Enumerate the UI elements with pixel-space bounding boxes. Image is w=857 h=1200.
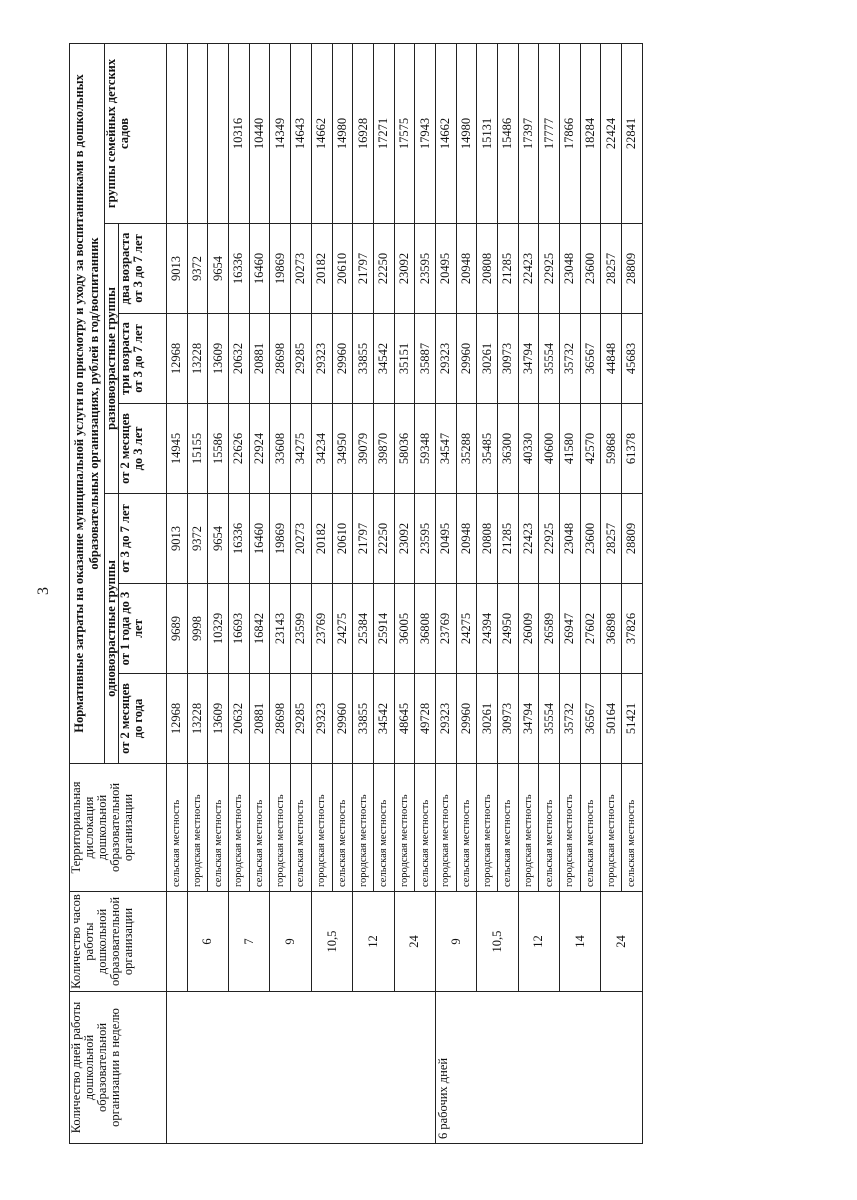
days-cell: [167, 992, 436, 1144]
value-cell: 21797: [353, 494, 374, 584]
value-cell: 23595: [415, 494, 436, 584]
value-cell: 22423: [518, 224, 539, 314]
value-cell: 20182: [311, 494, 332, 584]
value-cell: 33608: [270, 404, 291, 494]
value-cell: 23048: [560, 224, 581, 314]
value-cell: 49728: [415, 674, 436, 764]
hours-cell: 10,5: [477, 892, 518, 992]
value-cell: 29323: [311, 314, 332, 404]
value-cell: 48645: [394, 674, 415, 764]
value-cell: 23048: [560, 494, 581, 584]
table-header: [70, 43, 167, 1143]
header-family-groups: группы семейных детских садов: [105, 43, 167, 223]
value-cell: 14980: [332, 43, 353, 223]
value-cell: 61378: [622, 404, 643, 494]
header-col-2m-3y: от 2 месяцев до 3 лет: [119, 404, 167, 494]
location-cell: сельская местность: [332, 764, 353, 892]
value-cell: 36808: [415, 584, 436, 674]
value-cell: 23769: [311, 584, 332, 674]
location-cell: сельская местность: [456, 764, 477, 892]
hours-cell: 7: [229, 892, 270, 992]
value-cell: 14643: [291, 43, 312, 223]
table-row: [601, 43, 622, 1143]
value-cell: 35554: [539, 674, 560, 764]
table-row: [477, 43, 498, 1143]
value-cell: 24275: [456, 584, 477, 674]
value-cell: 34542: [373, 314, 394, 404]
value-cell: 34542: [373, 674, 394, 764]
value-cell: 14349: [270, 43, 291, 223]
value-cell: 28257: [601, 494, 622, 584]
days-cell: 6 рабочих дней: [435, 992, 642, 1144]
value-cell: 35732: [560, 314, 581, 404]
value-cell: 16460: [249, 494, 270, 584]
value-cell: 42570: [580, 404, 601, 494]
value-cell: 16928: [353, 43, 374, 223]
value-cell: 35288: [456, 404, 477, 494]
hours-cell: 9: [435, 892, 476, 992]
location-cell: городская местность: [601, 764, 622, 892]
value-cell: 22250: [373, 224, 394, 314]
value-cell: 20182: [311, 224, 332, 314]
location-cell: городская местность: [560, 764, 581, 892]
value-cell: 20632: [229, 674, 250, 764]
location-cell: городская местность: [518, 764, 539, 892]
value-cell: 29960: [456, 314, 477, 404]
location-cell: городская местность: [229, 764, 250, 892]
value-cell: 22925: [539, 224, 560, 314]
value-cell: 28809: [622, 224, 643, 314]
value-cell: 10440: [249, 43, 270, 223]
value-cell: 23769: [435, 584, 456, 674]
value-cell: 22924: [249, 404, 270, 494]
value-cell: 20808: [477, 224, 498, 314]
value-cell: 34794: [518, 674, 539, 764]
value-cell: 45683: [622, 314, 643, 404]
header-same-age-groups: одновозрастные группы: [105, 494, 119, 764]
value-cell: 9013: [167, 224, 188, 314]
value-cell: 26947: [560, 584, 581, 674]
value-cell: 29323: [435, 674, 456, 764]
value-cell: 23600: [580, 224, 601, 314]
value-cell: 29323: [311, 674, 332, 764]
value-cell: 44848: [601, 314, 622, 404]
header-col-two-ages: два возраста от 3 до 7 лет: [119, 224, 167, 314]
value-cell: [208, 43, 229, 223]
value-cell: 9998: [187, 584, 208, 674]
value-cell: 39079: [353, 404, 374, 494]
value-cell: 34950: [332, 404, 353, 494]
hours-cell: 24: [394, 892, 435, 992]
value-cell: 34234: [311, 404, 332, 494]
value-cell: 40600: [539, 404, 560, 494]
value-cell: 23599: [291, 584, 312, 674]
value-cell: 36005: [394, 584, 415, 674]
value-cell: 15586: [208, 404, 229, 494]
location-cell: сельская местность: [249, 764, 270, 892]
table-row: [270, 43, 291, 1143]
value-cell: [167, 43, 188, 223]
table-row: [353, 43, 374, 1143]
value-cell: 39870: [373, 404, 394, 494]
value-cell: 19869: [270, 224, 291, 314]
value-cell: 17866: [560, 43, 581, 223]
value-cell: 20610: [332, 494, 353, 584]
hours-cell: 24: [601, 892, 642, 992]
value-cell: 41580: [560, 404, 581, 494]
value-cell: 19869: [270, 494, 291, 584]
value-cell: 13228: [187, 314, 208, 404]
value-cell: 22250: [373, 494, 394, 584]
value-cell: 29960: [332, 674, 353, 764]
value-cell: 28698: [270, 674, 291, 764]
value-cell: 37826: [622, 584, 643, 674]
value-cell: 35887: [415, 314, 436, 404]
hours-cell: 12: [353, 892, 394, 992]
value-cell: 35732: [560, 674, 581, 764]
value-cell: 20495: [435, 494, 456, 584]
value-cell: 35554: [539, 314, 560, 404]
value-cell: 51421: [622, 674, 643, 764]
value-cell: 29285: [291, 674, 312, 764]
value-cell: 40330: [518, 404, 539, 494]
hours-cell: 12: [518, 892, 559, 992]
value-cell: 22423: [518, 494, 539, 584]
value-cell: 17397: [518, 43, 539, 223]
value-cell: 23092: [394, 494, 415, 584]
value-cell: 23143: [270, 584, 291, 674]
hours-cell: [167, 892, 188, 992]
value-cell: 30261: [477, 674, 498, 764]
value-cell: 29960: [332, 314, 353, 404]
hours-cell: 10,5: [311, 892, 352, 992]
value-cell: 20808: [477, 494, 498, 584]
location-cell: сельская местность: [580, 764, 601, 892]
table-body: [167, 43, 643, 1143]
value-cell: 20495: [435, 224, 456, 314]
location-cell: городская местность: [353, 764, 374, 892]
value-cell: 14662: [311, 43, 332, 223]
hours-cell: 14: [560, 892, 601, 992]
header-col-three-ages: три возраста от 3 до 7 лет: [119, 314, 167, 404]
value-cell: 20273: [291, 494, 312, 584]
value-cell: 17777: [539, 43, 560, 223]
value-cell: 9372: [187, 224, 208, 314]
value-cell: 36898: [601, 584, 622, 674]
location-cell: городская местность: [394, 764, 415, 892]
location-cell: городская местность: [187, 764, 208, 892]
value-cell: 36567: [580, 314, 601, 404]
location-cell: сельская местность: [167, 764, 188, 892]
value-cell: 30973: [498, 314, 519, 404]
value-cell: 13609: [208, 314, 229, 404]
value-cell: 23595: [415, 224, 436, 314]
value-cell: 35485: [477, 404, 498, 494]
value-cell: 18284: [580, 43, 601, 223]
value-cell: 22626: [229, 404, 250, 494]
value-cell: 16336: [229, 494, 250, 584]
value-cell: 59868: [601, 404, 622, 494]
value-cell: 28809: [622, 494, 643, 584]
value-cell: 16693: [229, 584, 250, 674]
value-cell: 14980: [456, 43, 477, 223]
value-cell: 9689: [167, 584, 188, 674]
value-cell: 9013: [167, 494, 188, 584]
header-mixed-age-groups: разновозрастные группы: [105, 224, 119, 494]
location-cell: сельская местность: [415, 764, 436, 892]
value-cell: 20948: [456, 224, 477, 314]
header-col-2m-1y: от 2 месяцев до года: [119, 674, 167, 764]
value-cell: 24394: [477, 584, 498, 674]
location-cell: сельская местность: [539, 764, 560, 892]
location-cell: сельская местность: [373, 764, 394, 892]
table-row: [167, 43, 188, 1143]
value-cell: 9654: [208, 494, 229, 584]
value-cell: 23092: [394, 224, 415, 314]
value-cell: 14662: [435, 43, 456, 223]
value-cell: 34794: [518, 314, 539, 404]
value-cell: 26009: [518, 584, 539, 674]
location-cell: сельская местность: [622, 764, 643, 892]
value-cell: 16842: [249, 584, 270, 674]
value-cell: 9654: [208, 224, 229, 314]
value-cell: 33855: [353, 674, 374, 764]
location-cell: городская местность: [270, 764, 291, 892]
value-cell: 27602: [580, 584, 601, 674]
value-cell: 13609: [208, 674, 229, 764]
value-cell: 21285: [498, 494, 519, 584]
value-cell: 21285: [498, 224, 519, 314]
value-cell: 12968: [167, 674, 188, 764]
value-cell: 25914: [373, 584, 394, 674]
value-cell: 15486: [498, 43, 519, 223]
value-cell: 10316: [229, 43, 250, 223]
value-cell: 22841: [622, 43, 643, 223]
value-cell: 59348: [415, 404, 436, 494]
table-row: [518, 43, 539, 1143]
table-row: [311, 43, 332, 1143]
header-col-1y-3y: от 1 года до 3 лет: [119, 584, 167, 674]
value-cell: 22925: [539, 494, 560, 584]
value-cell: 28698: [270, 314, 291, 404]
value-cell: 10329: [208, 584, 229, 674]
value-cell: 15155: [187, 404, 208, 494]
table-row: [229, 43, 250, 1143]
value-cell: 17575: [394, 43, 415, 223]
value-cell: 20632: [229, 314, 250, 404]
header-col-3y-7y: от 3 до 7 лет: [119, 494, 167, 584]
value-cell: 14945: [167, 404, 188, 494]
location-cell: сельская местность: [208, 764, 229, 892]
table-row: [560, 43, 581, 1143]
value-cell: 16336: [229, 224, 250, 314]
value-cell: 36567: [580, 674, 601, 764]
value-cell: 29323: [435, 314, 456, 404]
value-cell: 20881: [249, 314, 270, 404]
location-cell: сельская местность: [291, 764, 312, 892]
value-cell: 20273: [291, 224, 312, 314]
cost-norms-table: [69, 43, 643, 1144]
value-cell: 20610: [332, 224, 353, 314]
location-cell: городская местность: [477, 764, 498, 892]
header-days: Количество дней работы дошкольной образовательной организации в неделю: [70, 992, 167, 1144]
value-cell: 34275: [291, 404, 312, 494]
value-cell: 36300: [498, 404, 519, 494]
value-cell: 17943: [415, 43, 436, 223]
value-cell: 9372: [187, 494, 208, 584]
value-cell: 23600: [580, 494, 601, 584]
value-cell: 50164: [601, 674, 622, 764]
header-title: Нормативные затраты на оказание муниципальной услуги по присмотру и уходу за воспитанниками в дошкольных образовательных организациях, рублей в год/воспитанник: [70, 43, 105, 763]
table-row: [435, 43, 456, 1143]
value-cell: 25384: [353, 584, 374, 674]
value-cell: 15131: [477, 43, 498, 223]
value-cell: 12968: [167, 314, 188, 404]
value-cell: 21797: [353, 224, 374, 314]
value-cell: 20948: [456, 494, 477, 584]
value-cell: 24950: [498, 584, 519, 674]
hours-cell: 6: [187, 892, 228, 992]
page-number: 3: [35, 587, 52, 595]
header-hours: Количество часов работы дошкольной образовательной организации: [70, 892, 167, 992]
location-cell: сельская местность: [498, 764, 519, 892]
value-cell: 58036: [394, 404, 415, 494]
location-cell: городская местность: [311, 764, 332, 892]
value-cell: 16460: [249, 224, 270, 314]
value-cell: 22424: [601, 43, 622, 223]
header-location: Территориальная дислокация дошкольной образовательной организации: [70, 764, 167, 892]
value-cell: 35151: [394, 314, 415, 404]
value-cell: 29285: [291, 314, 312, 404]
value-cell: 26589: [539, 584, 560, 674]
table-row: [187, 43, 208, 1143]
value-cell: 33855: [353, 314, 374, 404]
value-cell: 28257: [601, 224, 622, 314]
value-cell: 17271: [373, 43, 394, 223]
value-cell: 20881: [249, 674, 270, 764]
hours-cell: 9: [270, 892, 311, 992]
value-cell: 13228: [187, 674, 208, 764]
value-cell: 34547: [435, 404, 456, 494]
table-row: [394, 43, 415, 1143]
value-cell: 29960: [456, 674, 477, 764]
value-cell: 30973: [498, 674, 519, 764]
value-cell: 24275: [332, 584, 353, 674]
rotated-table-container: [69, 44, 817, 1144]
value-cell: 30261: [477, 314, 498, 404]
value-cell: [187, 43, 208, 223]
location-cell: городская местность: [435, 764, 456, 892]
